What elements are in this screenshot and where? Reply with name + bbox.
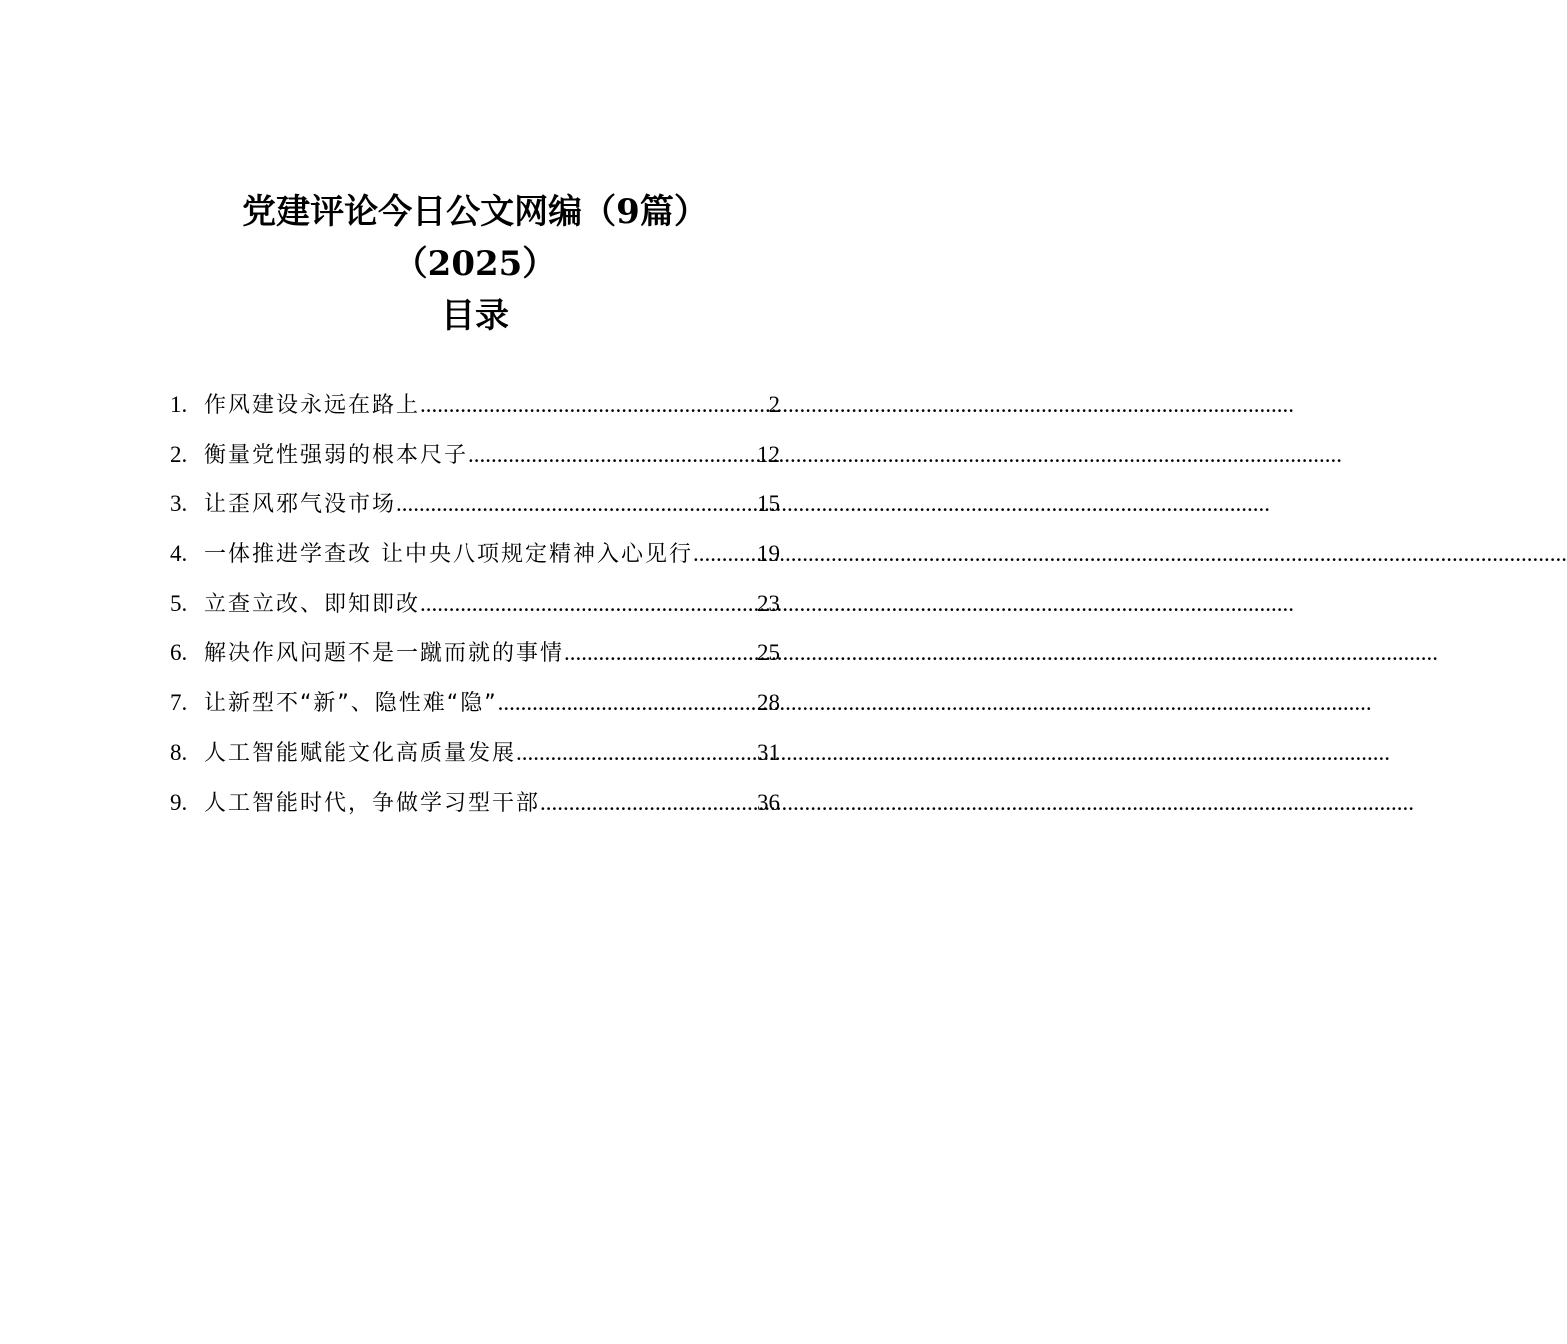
toc-dot-leader — [396, 491, 757, 517]
toc-entry-title: 人工智能时代，争做学习型干部 — [204, 790, 541, 816]
toc-dot-leader — [498, 690, 757, 716]
table-of-contents — [170, 388, 780, 835]
toc-entry-page-number: 12 — [757, 441, 780, 467]
toc-entry-number: 5. — [170, 590, 188, 616]
toc-entry-page-number: 28 — [757, 690, 780, 716]
toc-entry[interactable] — [170, 587, 780, 637]
toc-dot-leader — [693, 541, 757, 567]
toc-entry-page-number: 2 — [768, 392, 780, 417]
toc-dot-leader — [420, 392, 768, 418]
toc-dot-leader — [468, 442, 757, 468]
toc-entry-page-number: 15 — [757, 491, 780, 517]
toc-entry-page-number: 23 — [757, 590, 780, 616]
toc-entry-title: 让新型不“新”、隐性难“隐” — [204, 691, 498, 717]
toc-heading: 目录 — [441, 296, 509, 336]
toc-entry-number: 4. — [170, 541, 188, 567]
toc-entry-number: 6. — [170, 640, 188, 666]
toc-dot-leader — [516, 740, 757, 766]
toc-entry-number: 1. — [170, 392, 188, 417]
document-title: 党建评论今日公文网编（9篇） — [242, 192, 708, 232]
toc-entry-title: 衡量党性强弱的根本尺子 — [204, 442, 469, 468]
toc-entry[interactable] — [170, 388, 780, 438]
toc-entry[interactable] — [170, 736, 780, 786]
toc-entry-number: 3. — [170, 491, 188, 517]
document-year: （2025） — [393, 244, 557, 284]
toc-entry-number: 2. — [170, 441, 188, 467]
toc-entry-page-number: 36 — [757, 789, 780, 815]
toc-entry[interactable] — [170, 686, 780, 736]
toc-entry-title: 人工智能赋能文化高质量发展 — [204, 740, 517, 766]
toc-entry-page-number: 25 — [757, 640, 780, 666]
toc-entry-number: 7. — [170, 690, 188, 716]
toc-dot-leader — [420, 591, 757, 617]
toc-entry[interactable] — [170, 537, 780, 587]
toc-entry-title: 作风建设永远在路上 — [204, 393, 421, 418]
toc-entry[interactable] — [170, 636, 780, 686]
toc-entry[interactable] — [170, 487, 780, 537]
toc-dot-leader — [540, 790, 757, 816]
toc-entry[interactable] — [170, 438, 780, 488]
toc-dot-leader — [564, 640, 757, 666]
toc-entry-page-number: 19 — [757, 541, 780, 567]
toc-entry-title: 解决作风问题不是一蹴而就的事情 — [204, 641, 565, 667]
toc-entry-title: 立查立改、即知即改 — [204, 591, 421, 617]
toc-entry-number: 8. — [170, 739, 188, 765]
toc-entry[interactable] — [170, 786, 780, 836]
toc-entry-title: 让歪风邪气没市场 — [204, 492, 397, 518]
toc-entry-number: 9. — [170, 789, 188, 815]
title-block — [0, 186, 950, 342]
toc-entry-title: 一体推进学查改 让中央八项规定精神入心见行 — [204, 542, 693, 568]
toc-entry-page-number: 31 — [757, 739, 780, 765]
